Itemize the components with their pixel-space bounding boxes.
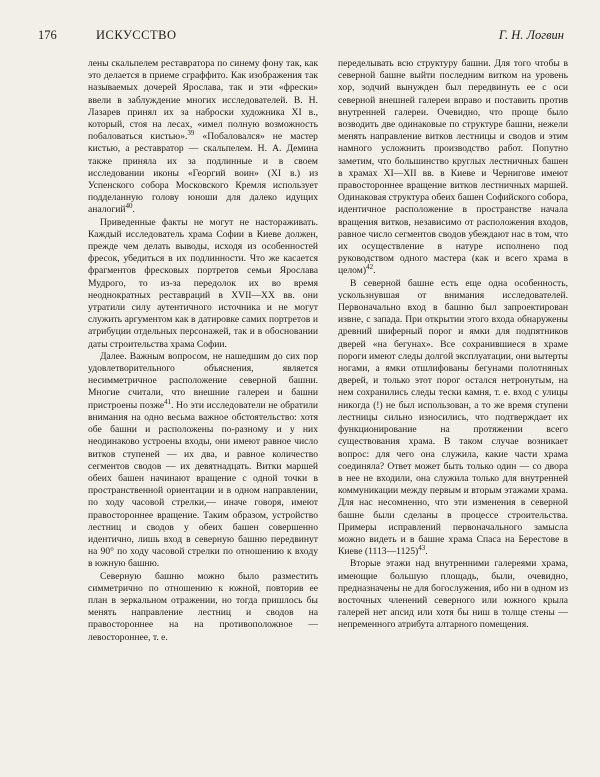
paragraph: лены скальпелем реставратора по синему фону так, как это делается в приеме сграффито. Как изображения так называемых дочерей Ярослава, так и эти «фрески» ввели в заблуждение многих исследователей. В. Н. Лазарев принял их за наброски художника XI в., который, стоя на лесах, «имел полную возможность побаловаться кистью».$^{39}$ «Побаловался» не мастер кистью, а реставратор — скальпелем. Н. А. Демина также приняла их за подлинные и в своем исследовании иконы «Георгий воин» (XI в.) из Успенского собора Московского Кремля использует подделанную голову юноши для далеко идущих аналогий$^{40}$. (88, 58, 318, 216)
right-text-column (338, 58, 568, 770)
footnote-ref[interactable]: 41 (164, 397, 172, 406)
footnote-ref[interactable]: 43 (418, 543, 426, 552)
left-text-column (88, 58, 318, 770)
paragraph: переделывать всю структуру башни. Для того чтобы в северной башне выйти последним витком на уровень хор, зодчий вынужден был передвинуть ее с оси северной внешней галереи вправо и поставить против внутренней галереи. Очевидно, что проще было возводить две одинаковые по структуре башни, нежели менять направление витков лестницы и сводов и этим намного усложнить производство работ. Попутно заметим, что большинство круглых лестничных башен в храмах XI—XII вв. в Киеве и Чернигове имеют правостороннее вращение витков лестничных маршей. Одинаковая структура обеих башен Софийского собора, идентичное расположение в пространстве начала вращения витков, независимо от расположения входов, равное число сегментов сводов убеждают нас в том, что их осуществление в натуре исполнено под руководством одного мастера (как и всего храма в целом)$^{42}$. (338, 58, 568, 277)
running-author: Г. Н. Логвин (498, 28, 564, 42)
paragraph: Северную башню можно было разместить симметрично по отношению к южной, повторив ее план в зеркальном отражении, но тогда пришлось бы менять направление лестниц и сводов на правостороннее на на противоположное — левостороннее, т. е. (88, 570, 318, 643)
page-header (38, 28, 564, 46)
paragraph: Вторые этажи над внутренними галереями храма, имеющие большую площадь, были, очевидно, предназначены не для богослужения, ибо ни в одном из восточных членений северного или южного крыла галерей нет апсид или хотя бы ниш в толще стены — непременного атрибута алтарного помещения. (338, 558, 568, 631)
section-title: ИСКУССТВО (96, 28, 177, 42)
paragraph: Приведенные факты не могут не настораживать. Каждый исследователь храма Софии в Киеве должен, прежде чем делать выводы, исходя из особенностей фресок, убедиться в их подлинности. Что же касается фрагментов фресковых портретов семьи Ярослава Мудрого, то из-за передолок их во время неоднократных реставраций в XVII—XX вв. они утратили силу аутентичного источника и не могут служить аргументом как в датировке самих портретов и атрибуции отдельных персонажей, так и в обосновании даты строительства храма Софии. (88, 216, 318, 350)
paragraph: В северной башне есть еще одна особенность, ускользнувшая от внимания исследователей. Первоначально вход в башню был запроектирован извне, с запада. При открытии этого входа обнаружены древний шиферный порог и ямки для подпятников дверей «на бегунах». Все сохранившиеся в храме пороги имеют следы долгой эксплуатации, они вытерты ногами, а ямки отшлифованы бегунами полотняных дверей, и только этот порог остался нетронутым, на нем сохранились следы тески камня, т. е. вход с улицы никогда (!) не был использован, а то же время ступени лестницы сильно износились, что подтверждает их функционирование на протяжении всего существования храма. В таком случае возникает вопрос: для чего она служила, какие части храма соединяла? Ответ может быть только один — со двора в нее не входили, она служила только для внутренней коммуникации между первым и вторым этажами храма. Для нас несомненно, что эти изменения в северной башне были сделаны в процессе строительства. Примеры исправлений первоначального замысла можно видеть и в башне храма Спаса на Берестове в Киеве (1113—1125)$^{43}$. (338, 277, 568, 558)
footnote-ref[interactable]: 42 (366, 263, 374, 272)
paragraph: Далее. Важным вопросом, не нашедшим до сих пор удовлетворительного объяснения, является несимметричное расположение северной башни. Многие считали, что внешние галереи и башни пристроены позже$^{41}$. Но эти исследователи не обратили внимания на одно весьма важное обстоятельство: хотя обе башни и расположены по-разному и у них неодинаково устроены входы, они имеют равное число витков ступеней — их два, и равное количество сегментов сводов — их девятнадцать. Витки маршей обеих башен начинают вращение с одной точки в пространственной ориентации и в одном направлении, по ходу часовой стрелки,— иначе говоря, имеют правостороннее вращение. Таким образом, устройство лестниц и сводов у обеих башен совершенно идентично, лишь вход в северную башню передвинут на 90° по ходу часовой стрелки по отношению к входу в южную башню. (88, 350, 318, 570)
footnote-ref[interactable]: 40 (125, 202, 133, 211)
page-number: 176 (38, 28, 57, 42)
footnote-ref[interactable]: 39 (187, 129, 195, 138)
